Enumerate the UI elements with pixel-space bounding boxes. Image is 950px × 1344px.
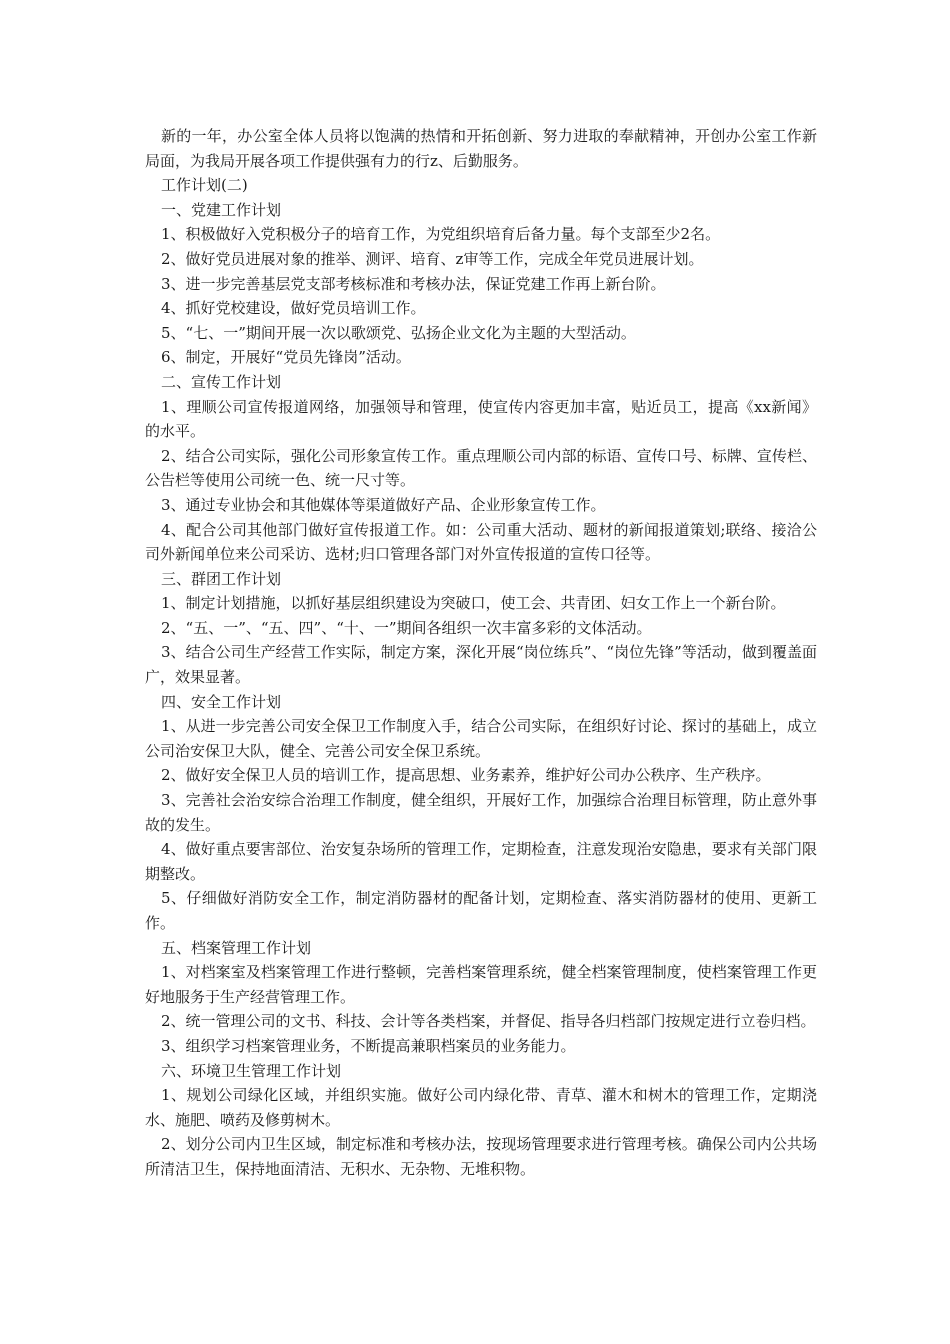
list-item: 1、从进一步完善公司安全保卫工作制度入手，结合公司实际，在组织好讨论、探讨的基础上，成立公司治安保卫大队，健全、完善公司安全保卫系统。 [145, 717, 817, 760]
paragraph-intro: 新的一年，办公室全体人员将以饱满的热情和开拓创新、努力进取的奉献精神，开创办公室工作新局面，为我局开展各项工作提供强有力的行z、后勤服务。 [145, 127, 817, 170]
list-item: 2、划分公司内卫生区域，制定标准和考核办法，按现场管理要求进行管理考核。确保公司内公共场所清洁卫生，保持地面清洁、无积水、无杂物、无堆积物。 [145, 1135, 817, 1178]
section-title-plan-2: 工作计划(二) [161, 176, 248, 195]
list-item: 2、“五、一”、“五、四”、“十、一”期间各组织一次丰富多彩的文体活动。 [161, 618, 652, 637]
list-item: 3、进一步完善基层党支部考核标准和考核办法，保证党建工作再上新台阶。 [161, 274, 666, 293]
list-item: 2、做好党员进展对象的推举、测评、培育、z审等工作，完成全年党员进展计划。 [161, 249, 704, 268]
list-item: 6、制定，开展好“党员先锋岗”活动。 [161, 348, 411, 367]
list-item: 3、组织学习档案管理业务，不断提高兼职档案员的业务能力。 [161, 1036, 576, 1055]
document-body [145, 124, 817, 1182]
heading-party-building: 一、党建工作计划 [161, 200, 282, 219]
list-item: 1、对档案室及档案管理工作进行整顿，完善档案管理系统，健全档案管理制度，使档案管理工作更好地服务于生产经营管理工作。 [145, 963, 817, 1006]
list-item: 5、“七、一”期间开展一次以歌颂党、弘扬企业文化为主题的大型活动。 [161, 323, 636, 342]
list-item: 1、规划公司绿化区域，并组织实施。做好公司内绿化带、青草、灌木和树木的管理工作，定期浇水、施肥、喷药及修剪树木。 [145, 1086, 817, 1129]
heading-environment: 六、环境卫生管理工作计划 [161, 1061, 342, 1080]
list-item: 4、做好重点要害部位、治安复杂场所的管理工作，定期检查，注意发现治安隐患，要求有关部门限期整改。 [145, 840, 817, 883]
heading-publicity: 二、宣传工作计划 [161, 372, 282, 391]
list-item: 1、积极做好入党积极分子的培育工作，为党组织培育后备力量。每个支部至少2名。 [161, 225, 721, 244]
list-item: 2、做好安全保卫人员的培训工作，提高思想、业务素养，维护好公司办公秩序、生产秩序。 [161, 766, 771, 785]
list-item: 2、结合公司实际，强化公司形象宣传工作。重点理顺公司内部的标语、宣传口号、标牌、宣传栏、公告栏等使用公司统一色、统一尺寸等。 [145, 446, 817, 490]
list-item: 5、仔细做好消防安全工作，制定消防器材的配备计划，定期检查、落实消防器材的使用、更新工作。 [145, 889, 817, 932]
heading-mass-organizations: 三、群团工作计划 [161, 569, 282, 588]
heading-safety: 四、安全工作计划 [161, 692, 282, 711]
list-item: 3、结合公司生产经营工作实际，制定方案，深化开展“岗位练兵”、“岗位先锋”等活动，做到覆盖面广，效果显著。 [145, 643, 817, 687]
list-item: 1、制定计划措施，以抓好基层组织建设为突破口，使工会、共青团、妇女工作上一个新台阶。 [161, 594, 786, 613]
list-item: 4、抓好党校建设，做好党员培训工作。 [161, 299, 426, 318]
list-item: 3、通过专业协会和其他媒体等渠道做好产品、企业形象宣传工作。 [161, 495, 606, 514]
list-item: 2、统一管理公司的文书、科技、会计等各类档案，并督促、指导各归档部门按规定进行立卷归档。 [161, 1012, 816, 1031]
list-item: 4、配合公司其他部门做好宣传报道工作。如：公司重大活动、题材的新闻报道策划;联络、接洽公司外新闻单位来公司采访、选材;归口管理各部门对外宣传报道的宣传口径等。 [145, 520, 817, 564]
heading-archives: 五、档案管理工作计划 [161, 938, 312, 957]
list-item: 3、完善社会治安综合治理工作制度，健全组织，开展好工作，加强综合治理目标管理，防止意外事故的发生。 [145, 791, 817, 834]
list-item: 1、理顺公司宣传报道网络，加强领导和管理，使宣传内容更加丰富，贴近员工，提高《xx新闻》的水平。 [145, 397, 817, 441]
